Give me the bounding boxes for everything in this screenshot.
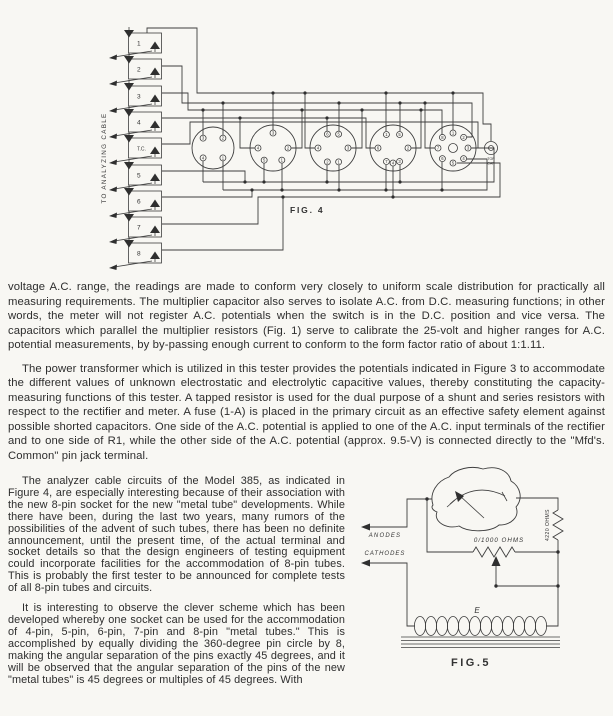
pin-number: 2 (221, 135, 225, 141)
cathodes-arrow (361, 560, 370, 567)
cable-plug (109, 132, 162, 165)
pin-number: 5 (398, 132, 401, 138)
anodes-label: ANODES (368, 533, 402, 539)
tube-socket-6-pin (310, 125, 356, 171)
paragraph-3: The analyzer cable circuits of the Model 385, as indicated in Figure 4, are especially interesting because of their association with the new 8-pin socket for the new "metal tube" developments. While there have been, during the last two years, many rumors of the possibilities of the advent of such tubes, there has been no definite announcement, until the present time, of the actual terminal and socket details so that the design engineers of testing equipment could incorporate facilities for the accommodation of 8-pin tubes. This is probably the first tester to be announced for complete tests of all 8-pin tubes and circuits. (8, 475, 345, 595)
plug-label: 4 (137, 119, 141, 127)
cathodes-label: CATHODES (364, 551, 406, 557)
cable-plug (109, 53, 162, 86)
plug-label: 7 (137, 224, 141, 232)
plug-label: 1 (137, 40, 141, 48)
tube-socket-8-pin (430, 125, 476, 171)
pin-number: 1 (385, 132, 388, 138)
pin-number: 1 (221, 155, 225, 161)
resistor-label: 4220 OHMS (545, 508, 551, 542)
pin-number: 2 (326, 159, 329, 165)
cable-plug (109, 27, 162, 60)
top-cap-jack (485, 142, 498, 166)
tube-socket-4-pin (192, 127, 234, 169)
cable-plug (109, 159, 162, 192)
pin-number: 4 (462, 156, 465, 162)
cable-plug-jacks (109, 27, 162, 270)
pin-number: 5 (451, 160, 455, 166)
tube-socket-5-pin (250, 125, 296, 171)
pin-number: 1 (337, 159, 340, 165)
plug-label: 3 (137, 93, 141, 101)
plug-label: 5 (137, 172, 141, 180)
pin-number: 1 (280, 157, 283, 163)
figure4-schematic (0, 0, 613, 278)
pin-number: 2 (462, 134, 465, 140)
cable-plug (109, 106, 162, 139)
paragraph-4: It is interesting to observe the clever scheme which has been developed whereby one socket can be used for the accommodation of 4-pin, 5-pin, 6-pin, 7-pin and 8-pin "metal tubes." This is accomplished by equally dividing the 360-degree pin circle by 8, making the angular separation of the pins exactly 45 degrees, and it will be observed that the angular separation of the pins of the new "metal tubes" is 45 degrees or multiples of 45 degrees. With (8, 602, 345, 686)
plug-label: 6 (137, 198, 141, 206)
paragraph-2: The power transformer which is utilized in this tester provides the potentials indicated in Figure 3 to accommodate the different values of unknown electrostatic and electrolytic capacitive values, thereby constituting the capacity-measuring functions of this tester. A tapped resistor is used for the dual purpose of a shunt and series resistors with respect to the rectifier and meter. A fuse (1-A) is placed in the primary circuit as an effective safety element against possible shorted capacitors. One side of the A.C. potential is applied to one of the A.C. input terminals of the rectifier and to one side of R1, while the other side of the A.C. potential (approx. 9.5-V) is connected directly to the "Mfd's. Common" pin jack terminal. (8, 362, 605, 462)
pin-number: 1 (451, 130, 455, 136)
top-cap-label-2: CAP (487, 161, 495, 166)
pin-number: 6 (376, 145, 380, 151)
meter-needle-arrow (455, 491, 464, 502)
coil-label: E (474, 606, 480, 615)
pin-number: 8 (441, 134, 444, 140)
pin-number: 7 (385, 159, 388, 165)
plug-label: 8 (137, 250, 141, 258)
pot-label: 0/1000 OHMS (473, 537, 525, 544)
pin-number: 3 (271, 130, 275, 136)
pin-number: 4 (391, 160, 395, 166)
figure4-caption: FIG. 4 (290, 205, 325, 215)
cable-plug (109, 80, 162, 113)
cable-plug (109, 185, 162, 218)
junction-dots (201, 91, 454, 198)
pin-number: 5 (263, 157, 266, 163)
pin-number: 4 (316, 145, 320, 151)
pin-number: 5 (337, 131, 340, 137)
cable-plug (109, 211, 162, 244)
figure5-caption: FIG.5 (450, 657, 492, 669)
pin-number: 4 (201, 155, 205, 161)
top-cap-label-1: TOP (487, 157, 495, 161)
cable-plug (109, 237, 162, 270)
paragraph-1: voltage A.C. range, the readings are made to conform very closely to uniform scale distribution for practically all measuring requirements. The multiplier capacitor also serves to isolate A.C. from D.C. measuring functions; in other words, the meter will not register A.C. potentials when the switch is in the D.C. position and vice versa. The capacitors which parallel the multiplier resistors (Fig. 1) serve to calibrate the 25-volt and higher ranges for A.C. potential measurements, by by-passing enough current to conform to the form factor ratio of about 1:1.11. (8, 281, 605, 351)
coil (414, 617, 546, 636)
pin-number: 3 (466, 145, 470, 151)
wiper-arrow (492, 556, 501, 566)
pin-number: 2 (406, 145, 410, 151)
anodes-arrow (361, 524, 370, 531)
plug-label: T.C. (137, 146, 146, 153)
pin-number: 7 (436, 145, 440, 151)
pin-number: 6 (441, 156, 444, 162)
figure5-schematic (353, 463, 605, 675)
pin-number: 3 (201, 135, 205, 141)
pin-number: 2 (286, 145, 290, 151)
plug-label: 2 (137, 66, 141, 74)
tube-socket-7-pin (370, 125, 416, 171)
pin-number: 3 (398, 159, 401, 165)
article-text (8, 280, 605, 686)
meter (432, 467, 520, 530)
pin-number: 6 (326, 131, 329, 137)
pin-number: 4 (256, 145, 260, 151)
cable-direction-label: TO ANALYZING CABLE (101, 112, 108, 204)
core-lines (401, 637, 560, 648)
pin-number: 3 (346, 145, 350, 151)
